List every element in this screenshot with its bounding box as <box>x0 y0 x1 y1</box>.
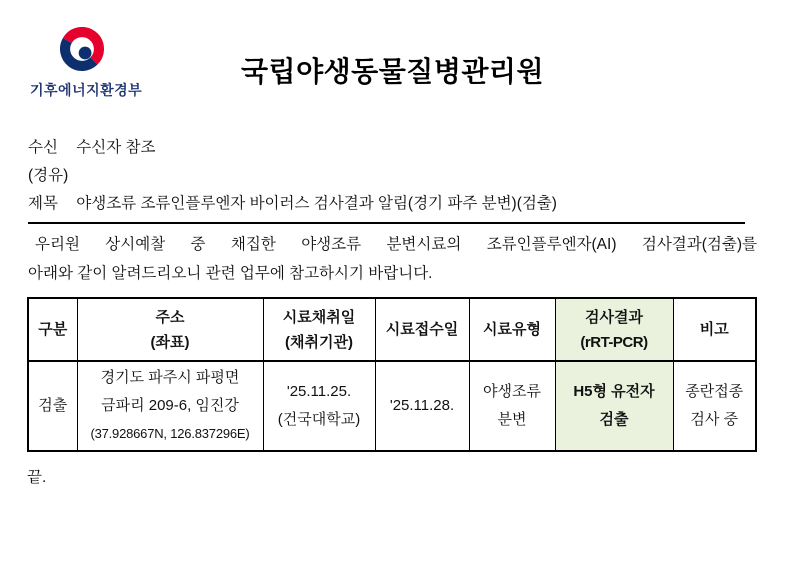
cell-sampling-date: '25.11.25. (건국대학교) <box>263 361 375 451</box>
header-address: 주소 (좌표) <box>77 298 263 361</box>
header-sampling-date: 시료채취일 (채취기관) <box>263 298 375 361</box>
subject-value: 야생조류 조류인플루엔자 바이러스 검사결과 알림(경기 파주 분변)(검출) <box>76 195 557 212</box>
government-emblem-icon <box>60 27 104 71</box>
recipient-line <box>28 134 785 162</box>
recipient-label: 수신 <box>28 139 58 156</box>
letter-meta <box>28 134 785 218</box>
subject-label: 제목 <box>28 195 58 212</box>
cell-note: 종란접종 검사 중 <box>673 361 756 451</box>
closing-mark: 끝. <box>27 469 47 486</box>
header-category: 구분 <box>28 298 77 361</box>
table-header-row <box>28 298 756 361</box>
cell-test-result: H5형 유전자 검출 <box>555 361 673 451</box>
page-title: 국립야생동물질병관리원 <box>240 56 545 87</box>
body-paragraph-line1: 우리원 상시예찰 중 채집한 야생조류 분변시료의 조류인플루엔자(AI) 검사결과(검출)를 <box>35 236 757 253</box>
header-sample-type: 시료유형 <box>469 298 555 361</box>
header-receipt-date: 시료접수일 <box>375 298 469 361</box>
via-line: (경유) <box>28 167 69 184</box>
cell-receipt-date: '25.11.28. <box>375 361 469 451</box>
header-note: 비고 <box>673 298 756 361</box>
recipient-value: 수신자 참조 <box>76 139 156 156</box>
table-row <box>28 361 756 451</box>
cell-address: 경기도 파주시 파평면 금파리 209-6, 임진강 (37.928667N, 126.837296E) <box>77 361 263 451</box>
subject-line <box>28 190 785 218</box>
header-test-result: 검사결과 (rRT-PCR) <box>555 298 673 361</box>
body-paragraph <box>28 230 757 288</box>
body-paragraph-line2: 아래와 같이 알려드리오니 관련 업무에 참고하시기 바랍니다. <box>28 265 433 282</box>
ministry-logo <box>30 27 143 100</box>
divider-line <box>28 222 745 224</box>
cell-sample-type: 야생조류 분변 <box>469 361 555 451</box>
cell-category: 검출 <box>28 361 77 451</box>
document-header <box>0 0 785 118</box>
result-table <box>27 297 757 452</box>
ministry-name: 기후에너지환경부 <box>30 82 143 98</box>
